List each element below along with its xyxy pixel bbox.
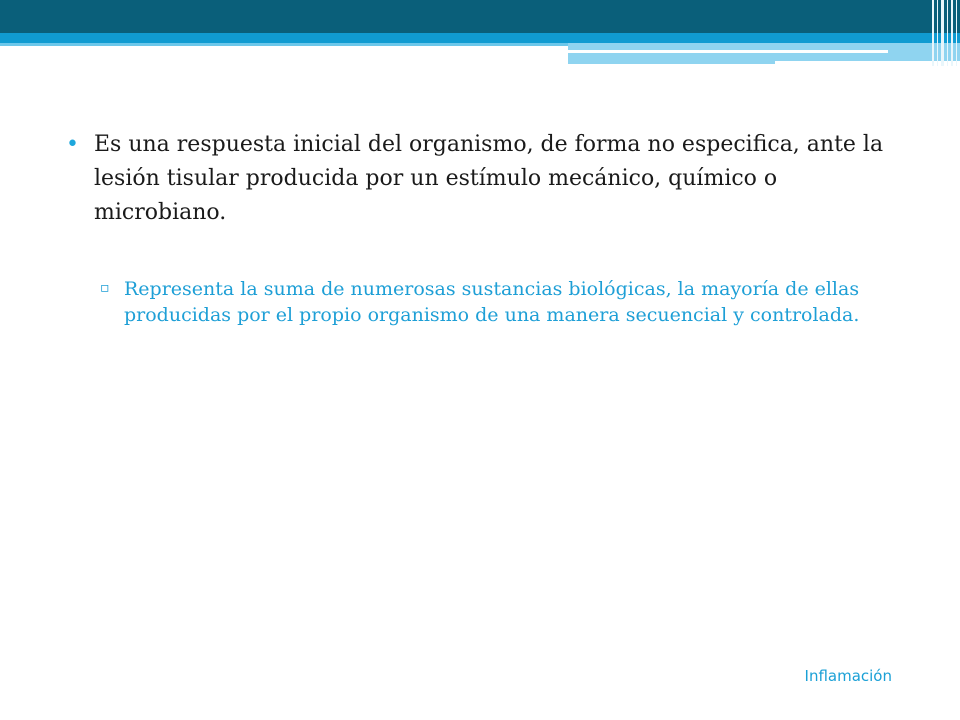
- header-light-strip-left: [0, 43, 568, 46]
- sub-bullet-marker: ▫: [100, 280, 110, 296]
- sub-bullet-text: Representa la suma de numerosas sustancias biológicas, la mayoría de ellas producidas por el propio organismo de una manera secuencial y controlada.: [124, 278, 860, 326]
- header-mid-strip: [0, 33, 960, 43]
- slide-body: [66, 128, 886, 347]
- bullet-text: Es una respuesta inicial del organismo, de forma no especifica, ante la lesión tisular producida por un estímulo mecánico, químico o microbiano.: [94, 132, 884, 225]
- bullet-level-2: [100, 276, 884, 328]
- footer-label: Inflamación: [804, 667, 892, 685]
- bullet-level-1: [66, 128, 886, 230]
- header-white-line: [568, 50, 888, 53]
- stripe: [947, 0, 948, 66]
- stripe: [937, 0, 938, 66]
- stripe: [941, 0, 944, 66]
- stripe: [951, 0, 953, 66]
- bullet-marker: •: [66, 132, 79, 157]
- header-band: [0, 0, 960, 66]
- header-vertical-stripes: [930, 0, 960, 66]
- header-dark-strip: [0, 0, 960, 33]
- stripe: [956, 0, 957, 66]
- stripe: [932, 0, 934, 66]
